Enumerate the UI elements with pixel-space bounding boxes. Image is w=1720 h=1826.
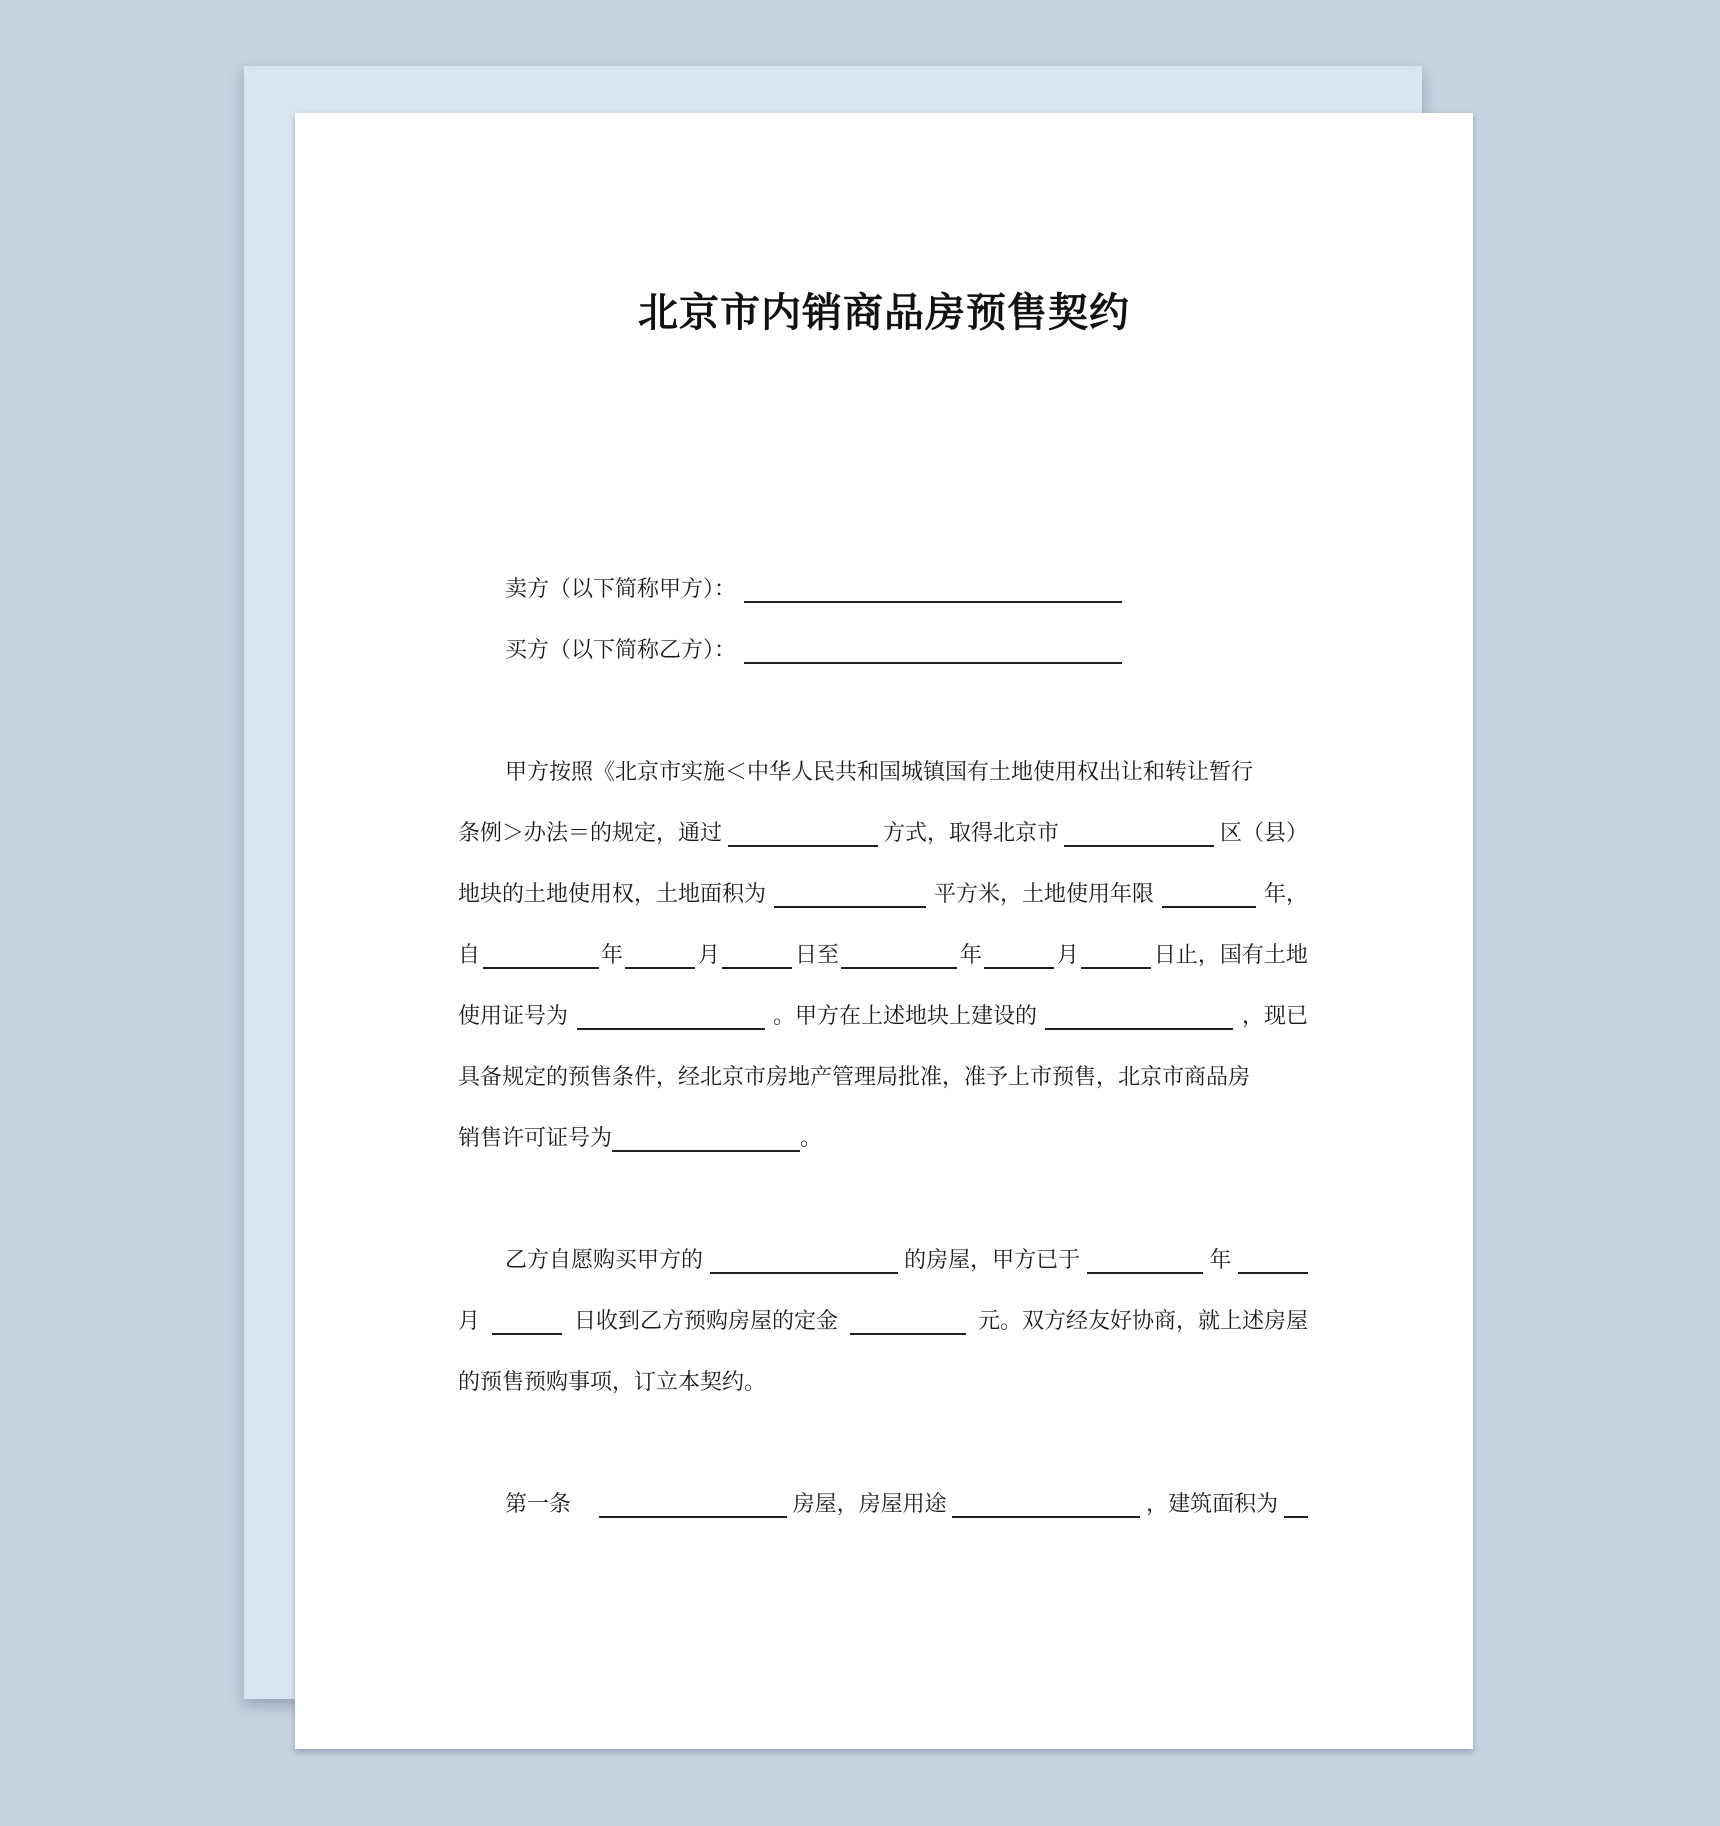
- p1-text: 使用证号为: [458, 1004, 569, 1029]
- p1-text: 自: [458, 943, 481, 968]
- article-1-line: [505, 1489, 1308, 1521]
- floor-area-field[interactable]: [1284, 1494, 1308, 1518]
- p1-text: 年: [600, 943, 623, 968]
- purchased-property-field[interactable]: [710, 1250, 898, 1274]
- p1-text: 。甲方在上述地块上建设的: [772, 1004, 1037, 1029]
- p1-text: 平方米，土地使用年限: [933, 882, 1154, 907]
- buyer-field[interactable]: [744, 640, 1122, 664]
- deposit-year-field[interactable]: [1087, 1250, 1203, 1274]
- p1-line-3: [458, 879, 1308, 911]
- deposit-month-field[interactable]: [1238, 1250, 1308, 1274]
- land-certificate-number-field[interactable]: [577, 1006, 765, 1030]
- p1-line-7: [458, 1123, 1308, 1155]
- p1-text: 地块的土地使用权，土地面积为: [458, 882, 767, 907]
- p1-text: 年，: [1263, 882, 1308, 907]
- house-location-field[interactable]: [599, 1494, 787, 1518]
- start-year-field[interactable]: [483, 945, 599, 969]
- p1-text: 甲方按照《北京市实施＜中华人民共和国城镇国有土地使用权出让和转让暂行: [505, 760, 1254, 785]
- end-day-field[interactable]: [1081, 945, 1151, 969]
- p1-text: 日至: [794, 943, 839, 968]
- p2-text: 的房屋，甲方已于: [904, 1248, 1081, 1273]
- p1-text: 方式，取得北京市: [882, 821, 1059, 846]
- start-day-field[interactable]: [722, 945, 792, 969]
- deposit-amount-field[interactable]: [850, 1311, 966, 1335]
- article-number: 第一条: [505, 1492, 572, 1517]
- p1-text: 具备规定的预售条件，经北京市房地产管理局批准，准予上市预售，北京市商品房: [458, 1065, 1251, 1090]
- document-page: [295, 113, 1473, 1749]
- start-month-field[interactable]: [625, 945, 695, 969]
- p1-text: 月: [697, 943, 720, 968]
- sales-permit-number-field[interactable]: [612, 1128, 800, 1152]
- district-field[interactable]: [1064, 823, 1214, 847]
- p1-line-6: [458, 1062, 1308, 1094]
- p2-text: 乙方自愿购买甲方的: [505, 1248, 704, 1273]
- construction-project-field[interactable]: [1045, 1006, 1233, 1030]
- end-year-field[interactable]: [841, 945, 957, 969]
- buyer-label: 买方（以下简称乙方）：: [505, 638, 737, 663]
- p2-line-1: [505, 1245, 1308, 1277]
- seller-field[interactable]: [744, 579, 1122, 603]
- p1-text: 区（县）: [1219, 821, 1308, 846]
- p2-line-3: [458, 1367, 1308, 1399]
- p2-text: 日收到乙方预购房屋的定金: [573, 1309, 838, 1334]
- seller-line: [505, 574, 1122, 606]
- p2-text: 年: [1209, 1248, 1232, 1273]
- document-title: 北京市内销商品房预售契约: [638, 290, 1130, 336]
- article-text: ，建筑面积为: [1146, 1492, 1279, 1517]
- p1-text: 月: [1056, 943, 1079, 968]
- p1-line-4: [458, 940, 1308, 972]
- buyer-line: [505, 635, 1122, 667]
- p2-text: 月: [458, 1309, 481, 1334]
- acquisition-method-field[interactable]: [728, 823, 878, 847]
- p1-text: 年: [959, 943, 982, 968]
- p1-text: 日止，国有土地: [1153, 943, 1308, 968]
- p1-text: 。: [800, 1126, 823, 1151]
- p1-text: 条例＞办法＝的规定，通过: [458, 821, 723, 846]
- end-month-field[interactable]: [984, 945, 1054, 969]
- p1-line-1: [505, 757, 1308, 789]
- house-usage-field[interactable]: [952, 1494, 1140, 1518]
- seller-label: 卖方（以下简称甲方）：: [505, 577, 737, 602]
- land-area-field[interactable]: [774, 884, 926, 908]
- p1-text: 销售许可证号为: [458, 1126, 613, 1151]
- p2-text: 元。双方经友好协商，就上述房屋: [977, 1309, 1308, 1334]
- land-use-term-field[interactable]: [1162, 884, 1256, 908]
- p1-line-5: [458, 1001, 1308, 1033]
- deposit-day-field[interactable]: [492, 1311, 562, 1335]
- p2-line-2: [458, 1306, 1308, 1338]
- p1-line-2: [458, 818, 1308, 850]
- p2-text: 的预售预购事项，订立本契约。: [458, 1370, 767, 1395]
- p1-text: ，现已: [1241, 1004, 1308, 1029]
- article-text: 房屋，房屋用途: [792, 1492, 947, 1517]
